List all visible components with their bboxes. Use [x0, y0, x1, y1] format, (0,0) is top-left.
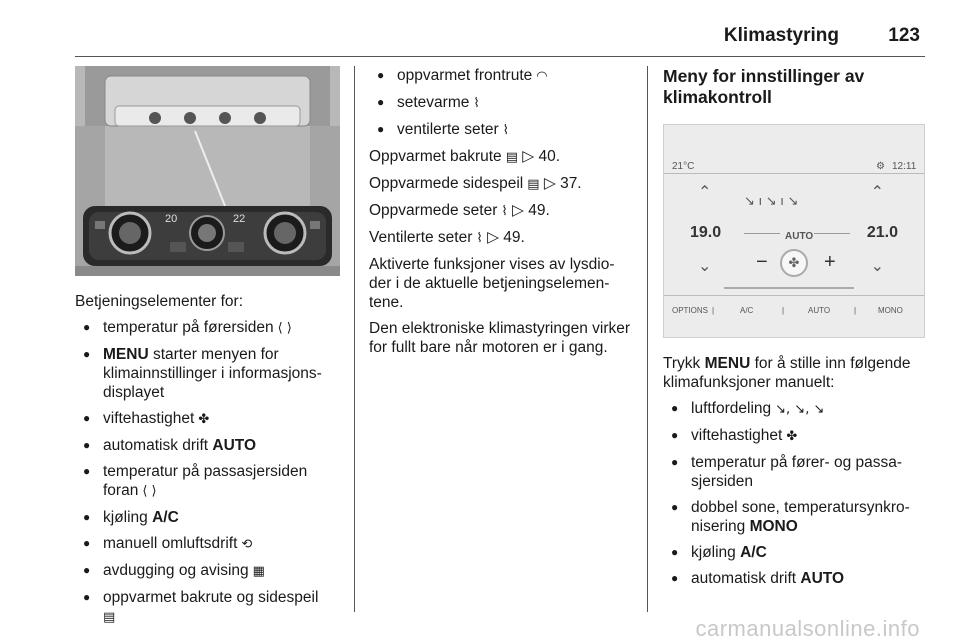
clock: 12:11	[892, 161, 917, 172]
cross-reference: Oppvarmede sidespeil ▤ ▷ 37.	[369, 175, 582, 192]
watermark: carmanualsonline.info	[695, 616, 920, 641]
list-item: ● setevarme ⌇	[369, 93, 634, 113]
list-item: ● viftehastighet ✤	[663, 426, 925, 446]
list-item: ● viftehastighet ✤	[75, 409, 340, 429]
climate-panel-illustration	[75, 66, 340, 276]
right-temp-up-button[interactable]: ⌃	[870, 184, 884, 201]
fan-icon: ✤	[198, 412, 210, 427]
panel-right-temp: 22	[233, 213, 246, 225]
list-item: ● manuell omluftsdrift ⟲	[75, 534, 340, 554]
column-1	[75, 66, 340, 627]
list-item: ● automatisk drift AUTO	[75, 436, 340, 455]
controls-intro: Betjeningselementer for:	[75, 293, 244, 310]
temperature-rocker-icon: ⟨ ⟩	[142, 484, 157, 499]
body-paragraph: Den elektroniske klimastyringen virker for fullt bare når motoren er i gang.	[369, 320, 631, 356]
list-item: ● temperatur på fører- og passa-sjersiden	[663, 453, 925, 491]
panel-left-temp: 20	[165, 213, 178, 225]
list-item: ● oppvarmet frontrute ◠	[369, 66, 634, 86]
left-temp-display: 19.0	[690, 224, 722, 241]
mirror-heat-icon: ▤	[527, 177, 540, 192]
page-reference-link[interactable]: ▷ 37.	[543, 175, 582, 192]
header-rule	[75, 56, 925, 57]
fan-line-left	[744, 233, 780, 234]
page-reference-link[interactable]: ▷ 49.	[512, 202, 550, 219]
seat-vent-icon: ⌇	[476, 231, 483, 246]
page-reference-link[interactable]: ▷ 40.	[522, 148, 561, 165]
fan-level-bar	[724, 287, 854, 289]
features-list	[369, 66, 634, 140]
fan-icon[interactable]: ✤	[780, 249, 808, 277]
list-item: ● ventilerte seter ⌇	[369, 120, 634, 140]
recirculation-icon: ⟲	[241, 537, 253, 552]
list-item: ● temperatur på førersiden ⟨ ⟩	[75, 318, 340, 338]
list-item: ● automatisk drift AUTO	[663, 569, 925, 588]
climate-panel-photo	[75, 66, 340, 276]
list-item: ● MENU starter menyen for klimainnstillinger i informasjons-displayet	[75, 345, 340, 402]
right-temp-display: 21.0	[866, 224, 898, 241]
column-3	[663, 66, 925, 588]
column-2	[369, 66, 634, 357]
tab-options[interactable]: OPTIONS	[672, 306, 709, 315]
rear-window-heat-icon: ▤	[505, 150, 518, 165]
fan-plus-button[interactable]: +	[824, 251, 836, 273]
page-header	[724, 26, 920, 45]
fan-minus-button[interactable]: −	[756, 251, 768, 273]
list-item: ● kjøling A/C	[663, 543, 925, 562]
list-item: ● temperatur på passasjersiden foran ⟨ ⟩	[75, 462, 340, 501]
cross-reference: Oppvarmede seter ⌇ ▷ 49.	[369, 202, 550, 219]
climate-menu-screen	[663, 124, 925, 338]
fan-line-right	[814, 233, 850, 234]
screen-divider	[664, 173, 924, 174]
section-heading: Meny for innstillinger av klimakontroll	[663, 66, 865, 107]
list-item: ● dobbel sone, temperatursynkro-nisering MONO	[663, 498, 925, 536]
heated-windscreen-icon: ◠	[536, 69, 548, 84]
tab-separator: |	[782, 306, 785, 315]
tab-mono[interactable]: MONO	[878, 306, 903, 315]
defrost-icon: ▦	[252, 564, 265, 579]
list-item: ● kjøling A/C	[75, 508, 340, 527]
column-divider-1	[354, 66, 355, 612]
chapter-title: Klimastyring	[723, 25, 840, 46]
rear-window-heat-icon: ▤	[103, 610, 116, 625]
left-temp-up-button[interactable]: ⌃	[698, 184, 712, 201]
page-number: 123	[888, 25, 920, 46]
seat-heat-icon: ⌇	[501, 204, 508, 219]
left-temp-down-button[interactable]: ⌄	[698, 258, 712, 275]
list-item: ● oppvarmet bakrute og sidespeil ▤	[75, 588, 340, 627]
tab-ac[interactable]: A/C	[740, 306, 754, 315]
tab-separator: |	[712, 306, 715, 315]
outside-temp: 21°C	[672, 161, 695, 172]
column-divider-2	[647, 66, 648, 612]
seat-vent-icon: ⌇	[502, 123, 510, 138]
tab-auto[interactable]: AUTO	[808, 306, 831, 315]
air-distribution-icon: ↘, ↘, ↘	[775, 402, 825, 417]
seat-heat-icon: ⌇	[473, 96, 480, 111]
page-reference-link[interactable]: ▷ 49.	[487, 229, 525, 246]
air-distribution-buttons[interactable]: ↘ ı ↘ ı ↘	[744, 193, 799, 208]
gear-icon: ⚙	[876, 161, 885, 172]
controls-list	[75, 318, 340, 627]
auto-fan-label: AUTO	[785, 231, 814, 242]
right-temp-down-button[interactable]: ⌄	[870, 258, 884, 275]
screen-divider	[664, 295, 924, 296]
cross-reference: Oppvarmet bakrute ▤ ▷ 40.	[369, 148, 561, 165]
menu-functions-list	[663, 399, 925, 588]
body-paragraph: Aktiverte funksjoner vises av lysdio-der i de aktuelle betjeningselemen-tene.	[369, 256, 615, 311]
cross-reference: Ventilerte seter ⌇ ▷ 49.	[369, 229, 525, 246]
menu-intro: Trykk MENU for å stille inn følgende klimafunksjoner manuelt:	[663, 355, 911, 391]
fan-icon: ✤	[786, 429, 798, 444]
tab-separator: |	[854, 306, 857, 315]
list-item: ● luftfordeling ↘, ↘, ↘	[663, 399, 925, 419]
list-item: ● avdugging og avising ▦	[75, 561, 340, 581]
temperature-rocker-icon: ⟨ ⟩	[277, 321, 292, 336]
